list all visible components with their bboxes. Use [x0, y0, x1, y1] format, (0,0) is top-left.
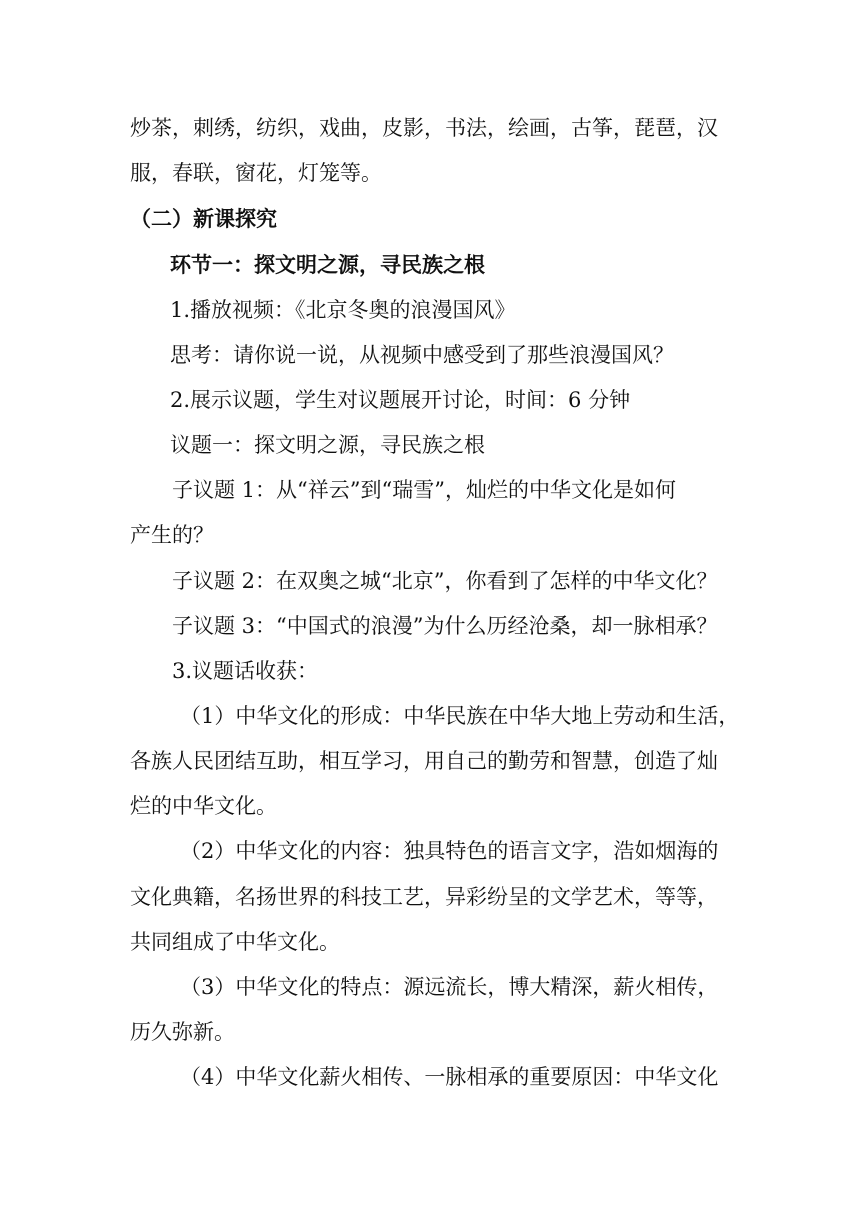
- paragraph-line: 烂的中华文化。: [130, 794, 277, 818]
- paragraph-line: （2）中华文化的内容：独具特色的语言文字，浩如烟海的: [180, 839, 719, 863]
- paragraph-line: 共同组成了中华文化。: [130, 930, 340, 954]
- list-item: 3.议题话收获：: [172, 659, 319, 683]
- paragraph-line: 文化典籍，名扬世界的科技工艺，异彩纷呈的文学艺术，等等，: [130, 885, 718, 909]
- sub-topic-line: 子议题 2：在双奥之城“北京”，你看到了怎样的中华文化？: [172, 569, 718, 593]
- section-heading: （二）新课探究: [130, 207, 277, 231]
- sub-topic-line: 产生的？: [130, 523, 214, 547]
- list-item: 1.播放视频：《北京冬奥的浪漫国风》: [170, 298, 516, 322]
- text-line: 思考：请你说一说，从视频中感受到了那些浪漫国风？: [170, 343, 674, 367]
- paragraph-line: （3）中华文化的特点：源远流长，博大精深，薪火相传，: [180, 975, 719, 999]
- list-item: 2.展示议题，学生对议题展开讨论，时间：6 分钟: [170, 388, 631, 412]
- paragraph-line: （4）中华文化薪火相传、一脉相承的重要原因：中华文化: [180, 1065, 719, 1089]
- sub-topic-line: 子议题 1：从“祥云”到“瑞雪”，灿烂的中华文化是如何: [172, 478, 676, 502]
- paragraph-line: 历久弥新。: [130, 1020, 235, 1044]
- text-line: 服，春联，窗花，灯笼等。: [130, 161, 382, 185]
- paragraph-line: 各族人民团结互助，相互学习，用自己的勤劳和智慧，创造了灿: [130, 749, 718, 773]
- paragraph-line: （1）中华文化的形成：中华民族在中华大地上劳动和生活，: [180, 704, 740, 728]
- text-line: 炒茶，刺绣，纺织，戏曲，皮影，书法，绘画，古筝，琵琶，汉: [130, 116, 718, 140]
- text-line: 议题一：探文明之源，寻民族之根: [170, 433, 485, 457]
- subsection-heading: 环节一：探文明之源，寻民族之根: [170, 253, 485, 277]
- sub-topic-line: 子议题 3：“中国式的浪漫”为什么历经沧桑，却一脉相承？: [172, 614, 718, 638]
